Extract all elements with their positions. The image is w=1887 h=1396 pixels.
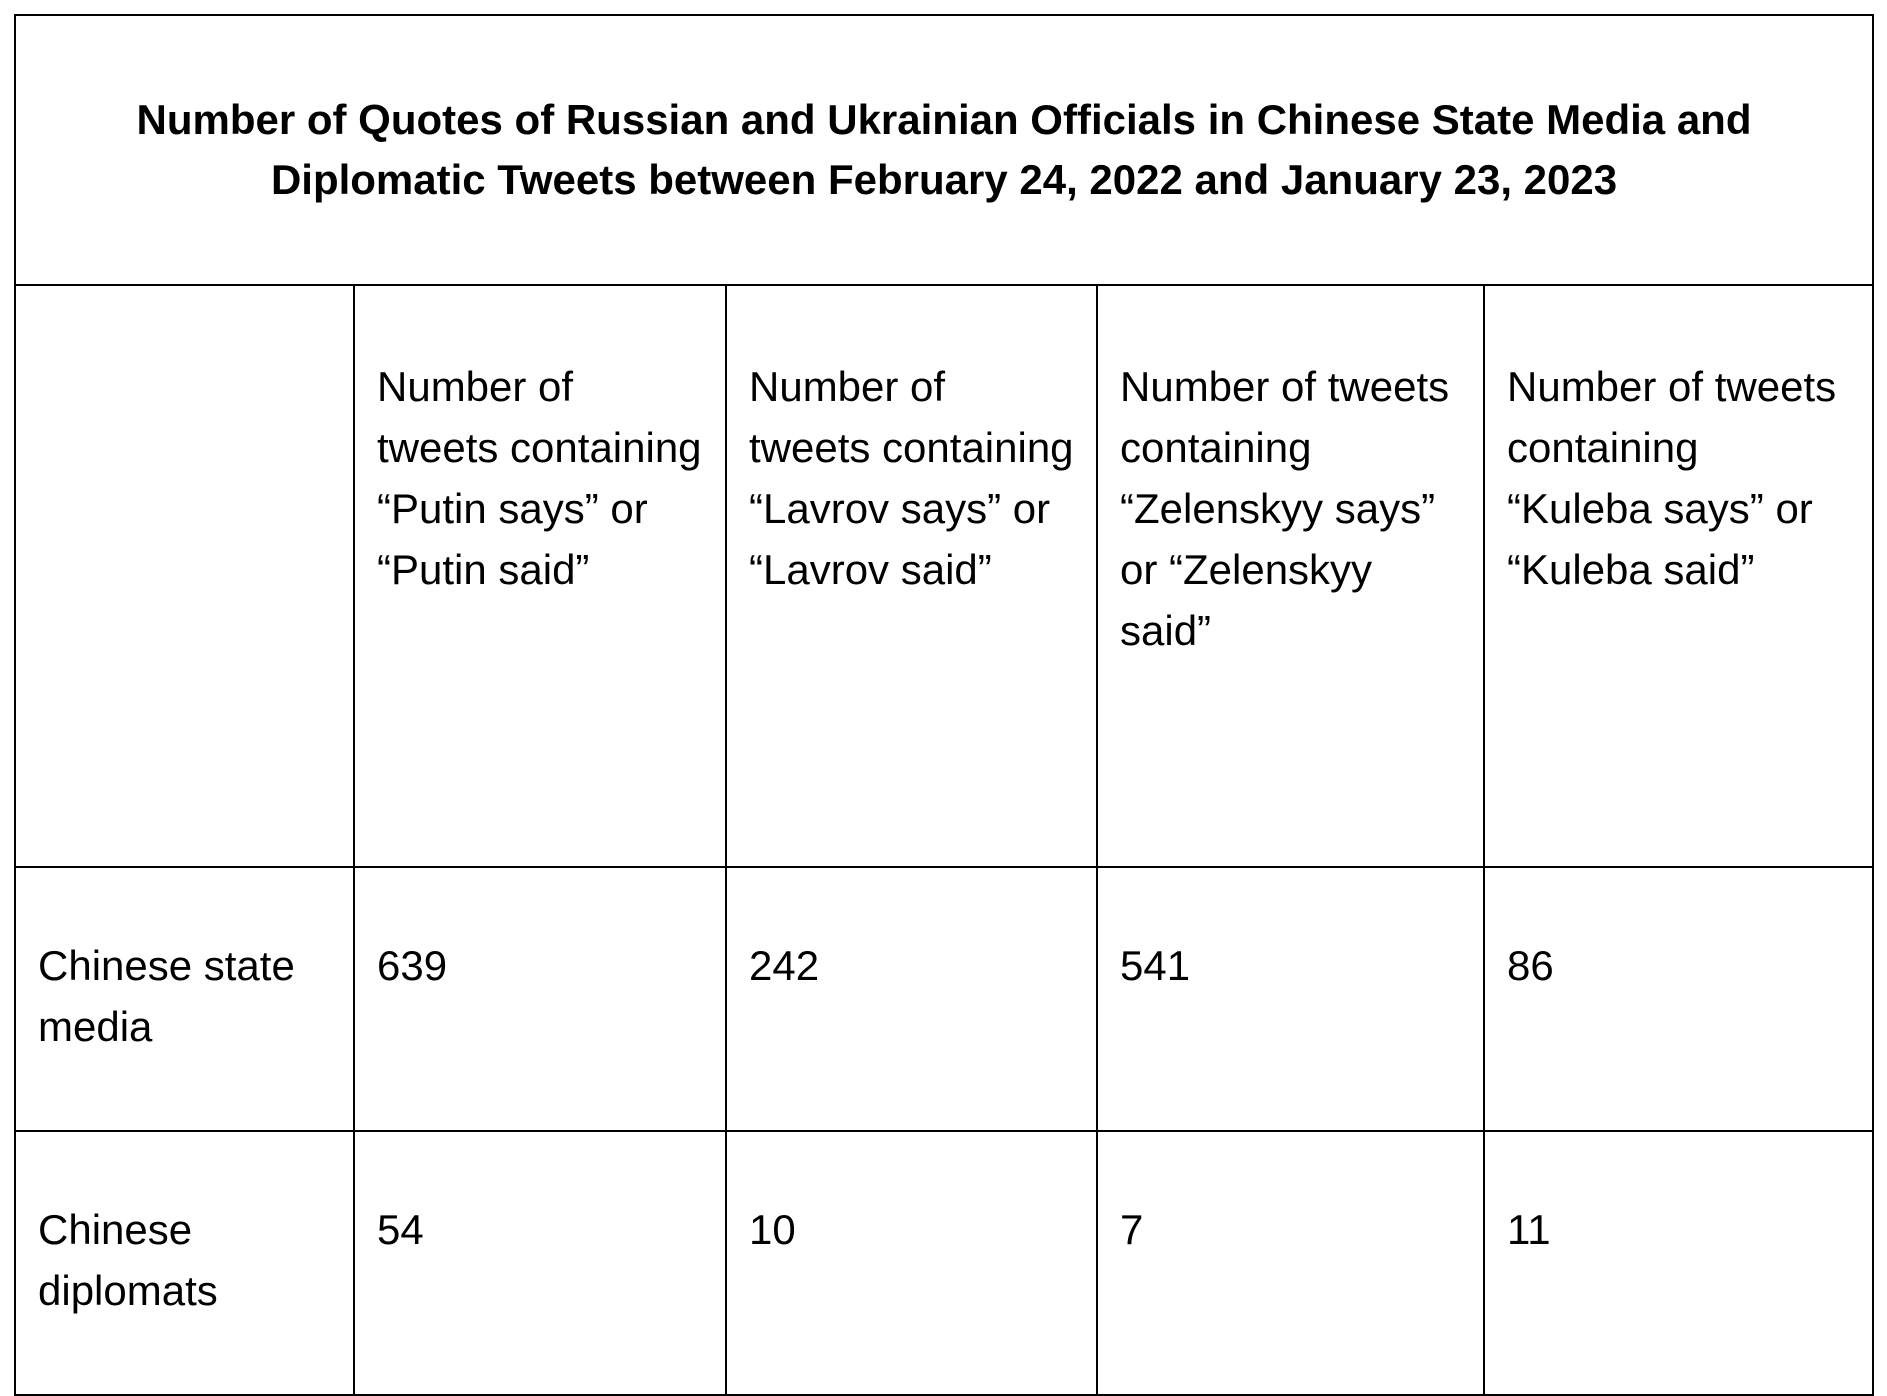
table-title: Number of Quotes of Russian and Ukrainian Officials in Chinese State Media and Diplomatic Tweets between February 24, 2022 and January 23, 2023 <box>15 15 1873 285</box>
cell-state-media-putin: 639 <box>354 867 726 1131</box>
table-row-state-media <box>15 867 1873 1131</box>
header-cell-lavrov: Number of tweets containing “Lavrov says” or “Lavrov said” <box>726 285 1097 867</box>
header-cell-kuleba: Number of tweets containing “Kuleba says” or “Kuleba said” <box>1484 285 1873 867</box>
cell-state-media-lavrov: 242 <box>726 867 1097 1131</box>
cell-diplomats-kuleba: 11 <box>1484 1131 1873 1395</box>
quotes-table <box>14 14 1874 1396</box>
cell-diplomats-putin: 54 <box>354 1131 726 1395</box>
header-cell-putin: Number of tweets containing “Putin says” or “Putin said” <box>354 285 726 867</box>
quotes-table-container <box>14 14 1872 1328</box>
title-row <box>15 15 1873 285</box>
header-cell-zelenskyy: Number of tweets containing “Zelenskyy says” or “Zelenskyy said” <box>1097 285 1484 867</box>
header-cell-empty <box>15 285 354 867</box>
cell-diplomats-lavrov: 10 <box>726 1131 1097 1395</box>
header-row <box>15 285 1873 867</box>
cell-state-media-kuleba: 86 <box>1484 867 1873 1131</box>
cell-diplomats-zelenskyy: 7 <box>1097 1131 1484 1395</box>
row-label-diplomats: Chinese diplomats <box>15 1131 354 1395</box>
table-row-diplomats <box>15 1131 1873 1395</box>
row-label-state-media: Chinese state media <box>15 867 354 1131</box>
cell-state-media-zelenskyy: 541 <box>1097 867 1484 1131</box>
